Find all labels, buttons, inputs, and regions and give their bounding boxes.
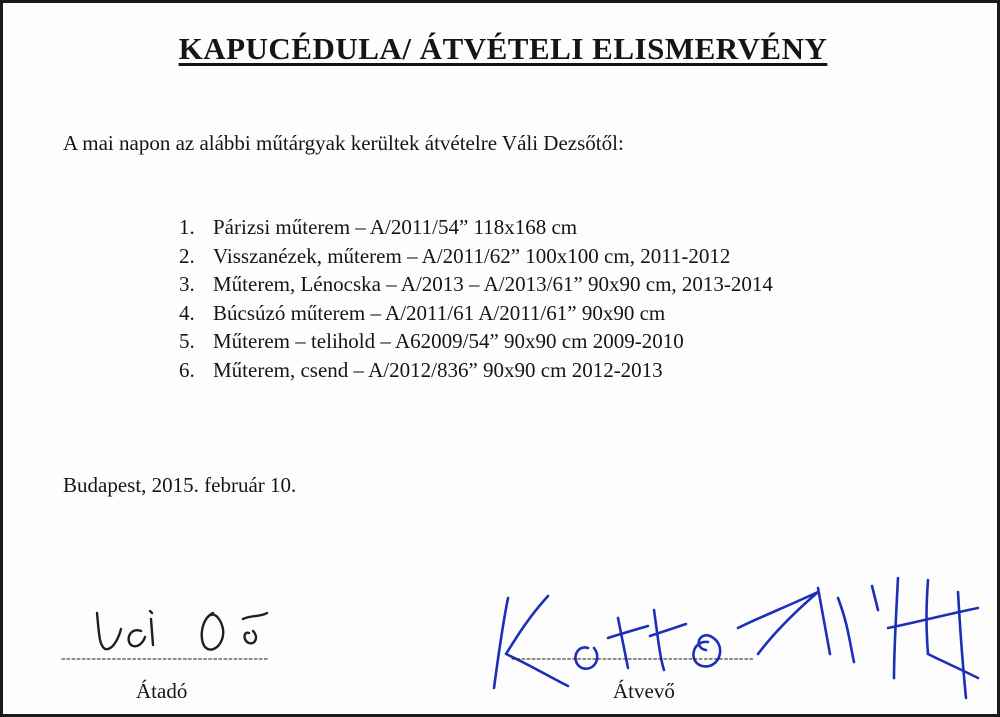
signature-ink-left [97, 611, 267, 650]
item-text: Műterem, Lénocska – A/2013 – A/2013/61” 90x90 cm, 2013-2014 [213, 272, 773, 296]
item-number: 2. [179, 243, 195, 268]
list-item [179, 299, 773, 328]
list-item [179, 213, 773, 242]
item-text: Műterem – telihold – A62009/54” 90x90 cm 2009-2010 [213, 329, 684, 353]
signature-line-left: ----------------------------------------- [61, 651, 269, 666]
document-title: KAPUCÉDULA/ ÁTVÉTELI ELISMERVÉNY [178, 31, 828, 66]
intro-text: A mai napon az alábbi műtárgyak kerültek átvételre Váli Dezsőtől: [63, 131, 624, 155]
list-item [179, 242, 773, 271]
recipient-label: Átvevő [613, 679, 675, 703]
artwork-list [179, 213, 773, 384]
item-text: Búcsúzó műterem – A/2011/61 A/2011/61” 90x90 cm [213, 300, 666, 325]
item-text: Visszanézek, műterem – A/2011/62” 100x100 cm, 2011-2012 [213, 243, 731, 268]
item-number: 1. [179, 215, 195, 239]
list-item [179, 327, 773, 356]
item-text: Párizsi műterem – A/2011/54” 118x168 cm [213, 215, 578, 239]
item-text: Műterem, csend – A/2012/836” 90x90 cm 2012-2013 [213, 357, 663, 382]
item-number: 5. [179, 329, 195, 353]
signature-line-right: ------------------------------------------------ [511, 651, 754, 666]
item-number: 3. [179, 272, 195, 296]
recipient-signature [458, 558, 1000, 708]
place-and-date: Budapest, 2015. február 10. [63, 473, 297, 497]
list-item [179, 270, 773, 299]
item-number: 6. [179, 357, 195, 382]
signature-ink-right [494, 578, 978, 698]
handover-label: Átadó [136, 679, 188, 703]
list-item [179, 356, 773, 385]
item-number: 4. [179, 300, 195, 325]
